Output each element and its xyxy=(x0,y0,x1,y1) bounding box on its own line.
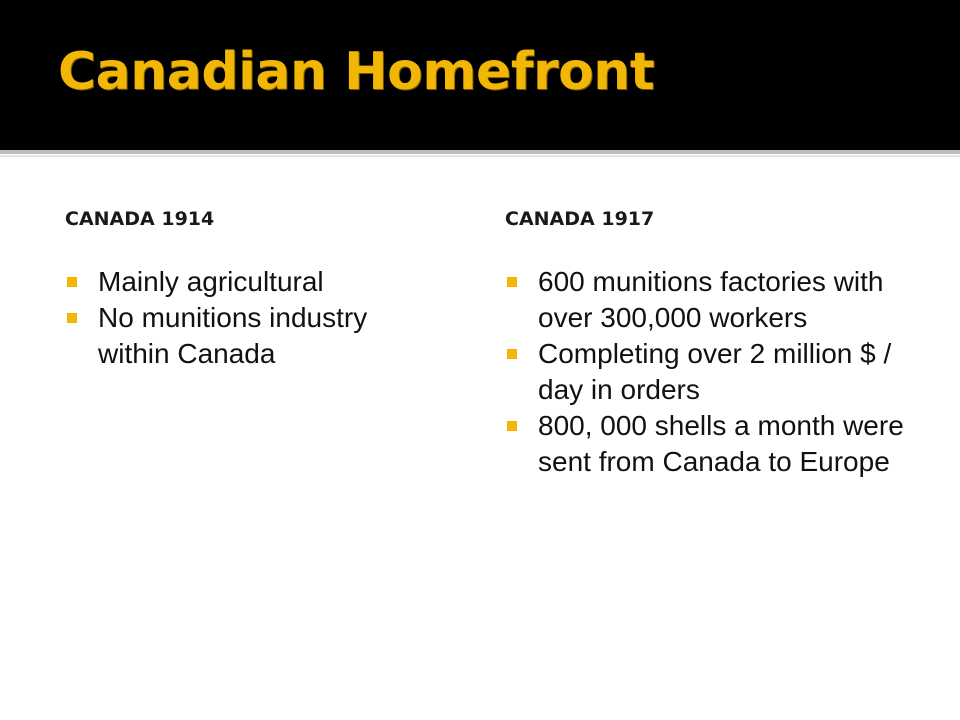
bullet-text: Completing over 2 million $ / day in orders xyxy=(538,338,892,405)
column-canada-1917 xyxy=(505,206,905,480)
square-bullet-icon xyxy=(67,313,77,323)
bullet-item xyxy=(505,336,905,408)
bullet-item xyxy=(505,408,905,480)
bullet-item xyxy=(65,300,445,372)
column-heading: CANADA 1917 xyxy=(505,208,655,230)
bullet-list xyxy=(65,264,445,372)
square-bullet-icon xyxy=(507,277,517,287)
bullet-text: 800, 000 shells a month were sent from Canada to Europe xyxy=(538,410,904,477)
column-canada-1914 xyxy=(65,206,445,372)
bullet-text: 600 munitions factories with over 300,000 workers xyxy=(538,266,884,333)
title-bar xyxy=(0,0,960,150)
column-heading: CANADA 1914 xyxy=(65,208,215,230)
title-divider xyxy=(0,150,960,154)
square-bullet-icon xyxy=(507,421,517,431)
bullet-list xyxy=(505,264,905,480)
bullet-text: Mainly agricultural xyxy=(98,266,324,297)
bullet-item xyxy=(505,264,905,336)
slide-title: Canadian Homefront xyxy=(58,42,655,102)
square-bullet-icon xyxy=(67,277,77,287)
bullet-text: No munitions industry within Canada xyxy=(98,302,368,369)
bullet-item xyxy=(65,264,445,300)
title-divider-highlight xyxy=(0,155,960,157)
square-bullet-icon xyxy=(507,349,517,359)
